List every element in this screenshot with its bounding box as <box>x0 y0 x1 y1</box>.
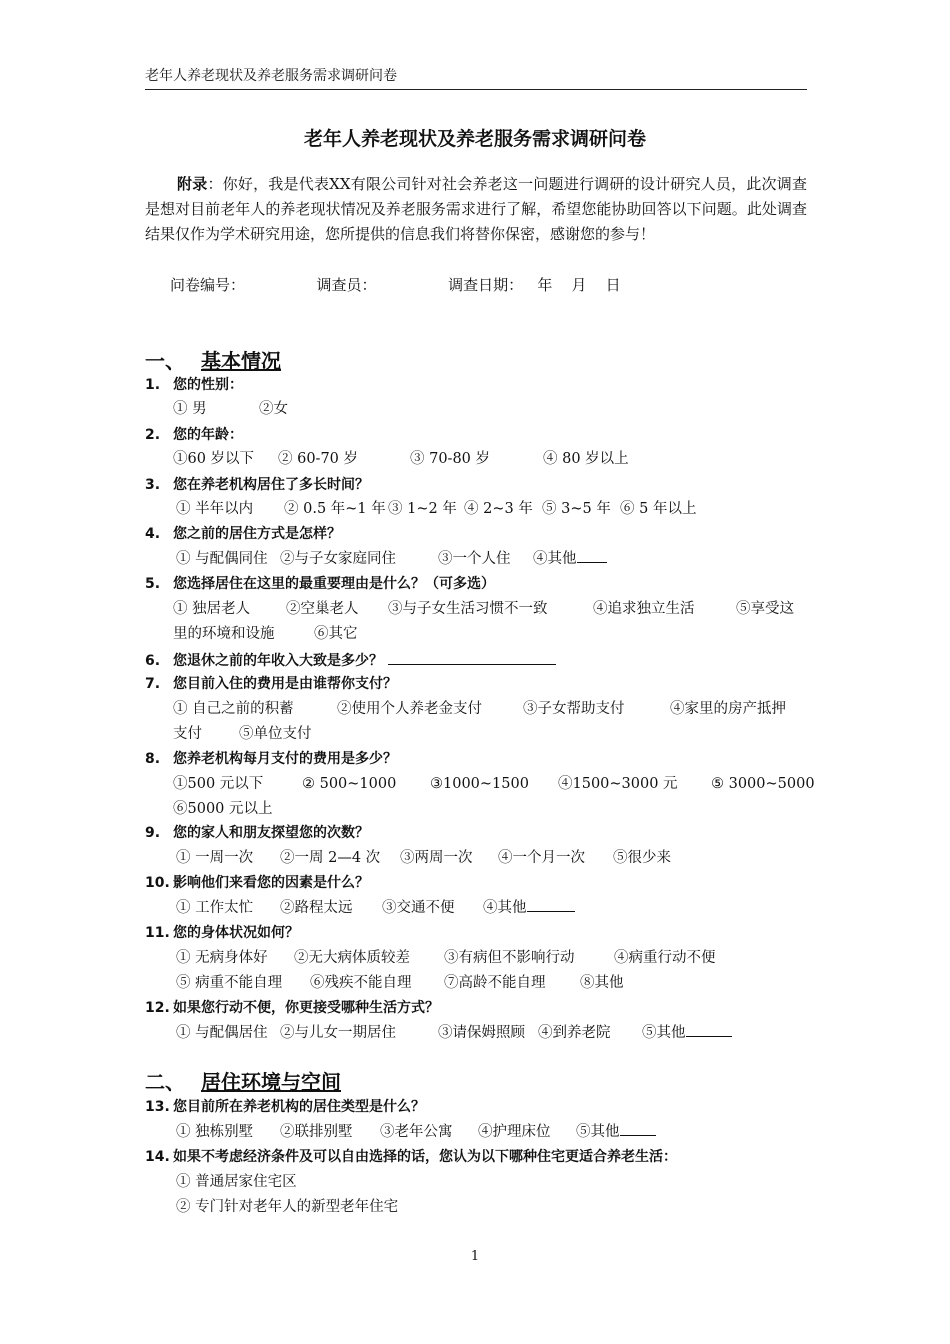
option[interactable]: ⑤ 病重不能自理 <box>176 975 283 991</box>
option[interactable]: ⑥其它 <box>314 626 358 642</box>
option[interactable]: ③两周一次 <box>400 850 473 866</box>
option[interactable]: ③请保姆照顾 <box>438 1025 525 1041</box>
option[interactable]: ①500 元以下 <box>173 776 264 792</box>
option-row <box>176 896 812 921</box>
option-row <box>176 1170 812 1195</box>
section-heading: 一、 基本情况 <box>145 349 281 373</box>
option[interactable]: ③1000~1500 <box>430 776 529 792</box>
option[interactable]: ④其他 <box>483 900 527 916</box>
option[interactable]: ④护理床位 <box>478 1124 551 1140</box>
answer-blank[interactable] <box>686 1021 732 1037</box>
option[interactable]: ⑧其他 <box>580 975 624 991</box>
option-row <box>176 1120 812 1145</box>
option[interactable]: ③一个人住 <box>438 551 511 567</box>
option[interactable]: 支付 <box>173 726 202 742</box>
option[interactable]: ④一个月一次 <box>498 850 585 866</box>
question: 11. 您的身体状况如何？ <box>145 925 299 941</box>
question: 1. 您的性别： <box>145 377 243 393</box>
option[interactable]: ① 一周一次 <box>176 850 254 866</box>
option[interactable]: ④到养老院 <box>538 1025 611 1041</box>
option[interactable]: ② 500~1000 <box>302 776 397 792</box>
question: 5. 您选择居住在这里的最重要理由是什么？（可多选） <box>145 576 495 592</box>
option-row <box>173 772 815 797</box>
question: 3. 您在养老机构居住了多长时间？ <box>145 477 369 493</box>
option[interactable]: ⑤其他 <box>642 1025 686 1041</box>
answer-blank[interactable] <box>388 649 556 665</box>
option[interactable]: ⑤ 3000~5000 <box>711 776 815 792</box>
option-row <box>173 697 809 722</box>
option[interactable]: ② 0.5 年~1 年 <box>284 501 386 517</box>
option[interactable]: ⑤ 3~5 年 <box>542 501 611 517</box>
option[interactable]: ① 与配偶居住 <box>176 1025 268 1041</box>
intro-paragraph <box>145 172 807 247</box>
option-row <box>176 846 812 871</box>
option[interactable]: ④追求独立生活 <box>593 601 695 617</box>
option[interactable]: ②使用个人养老金支付 <box>337 701 482 717</box>
option-row <box>173 597 809 622</box>
survey-meta <box>170 274 621 296</box>
option[interactable]: ④家里的房产抵押 <box>670 701 786 717</box>
option[interactable]: ⑥5000 元以上 <box>173 801 273 817</box>
answer-blank[interactable] <box>527 896 575 912</box>
option[interactable]: ②与儿女一期居住 <box>280 1025 396 1041</box>
option[interactable]: ④1500~3000 元 <box>558 776 678 792</box>
number-label: 问卷编号： <box>170 276 246 294</box>
option[interactable]: ① 半年以内 <box>176 501 254 517</box>
option-row <box>173 622 809 647</box>
question: 9. 您的家人和朋友探望您的次数？ <box>145 825 369 841</box>
option[interactable]: ②一周 2—4 次 <box>280 850 381 866</box>
option-row <box>173 722 809 747</box>
date-label: 调查日期： <box>448 276 524 294</box>
option[interactable]: ② 专门针对老年人的新型老年住宅 <box>176 1199 399 1215</box>
option[interactable]: ⑤单位支付 <box>239 726 312 742</box>
option[interactable]: ① 普通居家住宅区 <box>176 1174 297 1190</box>
option[interactable]: ②路程太远 <box>280 900 353 916</box>
option[interactable]: ④ 2~3 年 <box>464 501 533 517</box>
option[interactable]: ⑥ 5 年以上 <box>620 501 697 517</box>
option[interactable]: ③有病但不影响行动 <box>444 950 575 966</box>
option[interactable]: ① 男 <box>173 401 207 417</box>
question: 2. 您的年龄： <box>145 427 243 443</box>
question: 13. 您目前所在养老机构的居住类型是什么？ <box>145 1099 425 1115</box>
option[interactable]: ② 60-70 岁 <box>278 451 359 467</box>
option[interactable]: ⑤其他 <box>576 1124 620 1140</box>
option-row <box>173 797 809 822</box>
option[interactable]: ③ 1~2 年 <box>388 501 457 517</box>
option[interactable]: ① 独栋别墅 <box>176 1124 254 1140</box>
option[interactable]: ③ 70-80 岁 <box>410 451 491 467</box>
option-row <box>173 447 809 472</box>
answer-blank[interactable] <box>577 547 607 563</box>
option-row <box>176 1021 812 1046</box>
option-row <box>176 946 812 971</box>
page-number: 1 <box>470 1249 480 1264</box>
intro-label: 附录 <box>177 175 208 193</box>
option[interactable]: ③子女帮助支付 <box>523 701 625 717</box>
option[interactable]: ④其他 <box>533 551 577 567</box>
question: 7. 您目前入住的费用是由谁帮你支付？ <box>145 676 397 692</box>
answer-blank[interactable] <box>620 1120 656 1136</box>
section-heading: 二、 居住环境与空间 <box>145 1070 341 1094</box>
date-units: 年 月 日 <box>537 276 621 294</box>
option[interactable]: ① 与配偶同住 <box>176 551 268 567</box>
option[interactable]: ① 独居老人 <box>173 601 251 617</box>
option-row <box>176 1195 812 1220</box>
document-title: 老年人养老现状及养老服务需求调研问卷 <box>303 128 646 150</box>
option-row <box>176 547 812 572</box>
intro-text: ：你好，我是代表XX有限公司针对社会养老这一问题进行调研的设计研究人员，此次调查是想对目前老年人的养老现状情况及养老服务需求进行了解，希望您能协助回答以下问题。此处调查结果仅作为学术研究用途，您所提供的信息我们将替你保密，感谢您的参与！ <box>145 175 807 243</box>
surveyor-label: 调查员： <box>316 276 377 294</box>
question: 10. 影响他们来看您的因素是什么？ <box>145 875 369 891</box>
option[interactable]: ③交通不便 <box>382 900 455 916</box>
option[interactable]: ①60 岁以下 <box>173 451 255 467</box>
question: 6. 您退休之前的年收入大致是多少？ <box>145 649 556 671</box>
question: 4. 您之前的居住方式是怎样？ <box>145 526 341 542</box>
option[interactable]: ②空巢老人 <box>286 601 359 617</box>
option[interactable]: ④病重行动不便 <box>614 950 716 966</box>
option[interactable]: ⑤很少来 <box>613 850 671 866</box>
option[interactable]: ②无大病体质较差 <box>294 950 410 966</box>
option[interactable]: ⑤享受这 <box>736 601 794 617</box>
option[interactable]: ④ 80 岁以上 <box>543 451 629 467</box>
running-header: 老年人养老现状及养老服务需求调研问卷 <box>145 66 807 90</box>
option[interactable]: ⑦高龄不能自理 <box>444 975 546 991</box>
option[interactable]: ②联排别墅 <box>280 1124 353 1140</box>
option[interactable]: ②与子女家庭同住 <box>280 551 396 567</box>
question: 8. 您养老机构每月支付的费用是多少？ <box>145 751 397 767</box>
option-row <box>176 497 812 522</box>
option[interactable]: ① 工作太忙 <box>176 900 254 916</box>
option[interactable]: ③老年公寓 <box>380 1124 453 1140</box>
option[interactable]: ③与子女生活习惯不一致 <box>388 601 548 617</box>
option[interactable]: ① 无病身体好 <box>176 950 268 966</box>
option[interactable]: ②女 <box>259 401 288 417</box>
option[interactable]: ⑥残疾不能自理 <box>310 975 412 991</box>
option[interactable]: 里的环境和设施 <box>173 626 275 642</box>
option[interactable]: ① 自己之前的积蓄 <box>173 701 294 717</box>
question: 12. 如果您行动不便，你更接受哪种生活方式？ <box>145 1000 439 1016</box>
option-row <box>176 971 812 996</box>
option-row <box>173 397 809 422</box>
question: 14. 如果不考虑经济条件及可以自由选择的话，您认为以下哪种住宅更适合养老生活： <box>145 1149 677 1165</box>
